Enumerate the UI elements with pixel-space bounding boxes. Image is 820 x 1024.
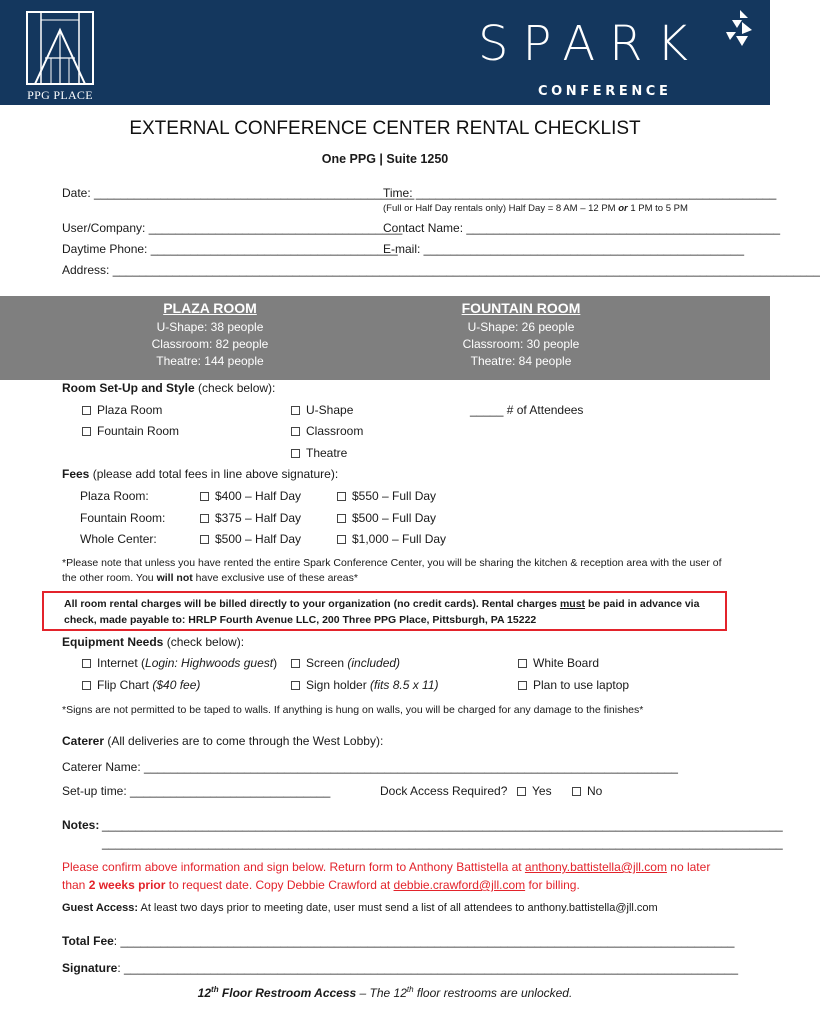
checkbox-icon[interactable] xyxy=(518,659,527,668)
checkbox-label: Flip Chart xyxy=(97,678,153,692)
guest-access-text: At least two days prior to meeting date, user must send a list of all attendees to anthony.battistella@jll.com xyxy=(138,902,658,914)
checkbox-label-italic: ($40 fee) xyxy=(152,678,201,692)
header-banner xyxy=(0,0,770,105)
setup-heading-rest: (check below): xyxy=(194,381,276,395)
plaza-room-info xyxy=(80,300,340,370)
equipment-heading-bold: Equipment Needs xyxy=(62,635,164,649)
ppg-place-label: PPG PLACE xyxy=(27,88,93,102)
checkbox-fountain-half-day[interactable] xyxy=(200,511,301,525)
total-fee-line[interactable]: : ____________________________________________________________________________________________ xyxy=(113,934,735,948)
checkbox-plaza-full-day[interactable] xyxy=(337,489,436,503)
checkbox-label-italic: Login: Highwoods guest xyxy=(145,656,274,670)
checkbox-label: Plaza Room xyxy=(97,403,163,417)
page-subtitle: One PPG | Suite 1250 xyxy=(321,152,449,166)
checkbox-icon[interactable] xyxy=(291,406,300,415)
spark-triangles-icon xyxy=(720,10,754,50)
fee-label: Fountain Room: xyxy=(80,511,166,525)
checkbox-label: $500 – Half Day xyxy=(215,532,302,546)
fee-label: Whole Center: xyxy=(80,532,157,546)
time-note-text: (Full or Half Day rentals only) Half Day = 8 AM – 12 PM xyxy=(383,203,619,214)
checkbox-dock-yes[interactable] xyxy=(517,784,552,798)
billing-alert-box xyxy=(42,591,727,631)
checkbox-icon[interactable] xyxy=(82,681,91,690)
checkbox-label: Fountain Room xyxy=(97,424,180,438)
setup-time-field[interactable]: Set-up time: ______________________________ xyxy=(62,784,331,798)
address-field[interactable]: Address: __________________________________________________________________________________________________________ xyxy=(62,263,820,277)
fountain-room-line: Classroom: 30 people xyxy=(462,337,580,351)
fees-heading-bold: Fees xyxy=(62,467,90,481)
fee-label: Plaza Room: xyxy=(80,489,149,503)
checkbox-icon[interactable] xyxy=(82,427,91,436)
caterer-name-field[interactable]: Caterer Name: ________________________________________________________________________________ xyxy=(62,760,678,774)
checkbox-icon[interactable] xyxy=(82,659,91,668)
confirm-text: no later than xyxy=(62,860,711,892)
dock-access-label: Dock Access Required? xyxy=(380,784,508,798)
checkbox-dock-no[interactable] xyxy=(572,784,602,798)
time-field[interactable]: Time: ______________________________________________________ xyxy=(383,186,777,200)
sharing-note xyxy=(62,556,722,586)
checkbox-icon[interactable] xyxy=(572,787,581,796)
checkbox-icon[interactable] xyxy=(200,492,209,501)
checkbox-label: $400 – Half Day xyxy=(215,489,302,503)
checkbox-icon[interactable] xyxy=(337,492,346,501)
checkbox-label: Classroom xyxy=(306,424,364,438)
total-fee-label: Total Fee xyxy=(62,934,114,948)
time-note-or: or xyxy=(618,203,628,214)
checkbox-fountain-room[interactable] xyxy=(82,424,179,438)
equipment-heading xyxy=(62,635,244,649)
time-note xyxy=(383,203,688,214)
checkbox-fountain-full-day[interactable] xyxy=(337,511,436,525)
checkbox-theatre[interactable] xyxy=(291,446,347,460)
fees-heading xyxy=(62,467,338,481)
checkbox-white-board[interactable] xyxy=(518,656,599,670)
setup-heading xyxy=(62,381,275,395)
checkbox-icon[interactable] xyxy=(200,514,209,523)
footer-bold: Floor Restroom Access xyxy=(218,986,357,1000)
checkbox-label: Screen xyxy=(306,656,348,670)
daytime-phone-field[interactable]: Daytime Phone: _____________________________________ xyxy=(62,242,398,256)
restroom-footer-note xyxy=(0,985,770,1000)
checkbox-label: $550 – Full Day xyxy=(352,489,437,503)
checkbox-label: Theatre xyxy=(306,446,348,460)
fountain-room-line: U-Shape: 26 people xyxy=(467,320,575,334)
footer-sup: th xyxy=(211,985,219,994)
confirm-bold: 2 weeks prior xyxy=(88,878,166,892)
caterer-heading xyxy=(62,734,383,748)
email-link-debbie[interactable]: debbie.crawford@jll.com xyxy=(393,878,526,892)
billing-must: must xyxy=(559,598,586,610)
checkbox-label-end: ) xyxy=(273,656,278,670)
signature-line[interactable]: : ____________________________________________________________________________________________ xyxy=(117,961,739,975)
checkbox-label: Plan to use laptop xyxy=(533,678,630,692)
total-fee-field[interactable] xyxy=(62,934,735,948)
setup-heading-bold: Room Set-Up and Style xyxy=(62,381,195,395)
room-capacity-band xyxy=(0,296,770,380)
ppg-place-logo xyxy=(25,10,95,100)
confirm-text-end: for billing. xyxy=(525,878,580,892)
checkbox-flip-chart[interactable] xyxy=(82,678,200,692)
email-link-anthony[interactable]: anthony.battistella@jll.com xyxy=(524,860,667,874)
sharing-note-text: *Please note that unless you have rented the entire Spark Conference Center, you will be sharing the kitchen & reception area with the user of the other room. You xyxy=(62,557,722,584)
guest-access-label: Guest Access: xyxy=(62,902,139,914)
checkbox-label-italic: (fits 8.5 x 11) xyxy=(370,678,439,692)
notes-line[interactable]: ______________________________________________________________________________________________________ xyxy=(102,818,783,832)
checkbox-screen[interactable] xyxy=(291,656,400,670)
email-field[interactable]: E-mail: ________________________________________________ xyxy=(383,242,745,256)
checkbox-label: Internet ( xyxy=(97,656,146,670)
confirm-text: to request date. Copy Debbie Crawford at xyxy=(165,878,394,892)
checkbox-plaza-half-day[interactable] xyxy=(200,489,301,503)
signature-label: Signature xyxy=(62,961,118,975)
checkbox-internet[interactable] xyxy=(82,656,277,670)
fountain-room-line: Theatre: 84 people xyxy=(470,354,572,368)
checkbox-icon[interactable] xyxy=(291,659,300,668)
fountain-room-title: FOUNTAIN ROOM xyxy=(461,300,581,316)
attendees-field[interactable]: _____ # of Attendees xyxy=(470,403,584,417)
billing-text-end: be paid in advance via check, made payable to: HRLP Fourth Avenue LLC, 200 Three PPG Place, Pittsburgh, PA 15222 xyxy=(64,598,700,626)
sharing-note-bold: will not xyxy=(156,572,193,584)
checkbox-label: U-Shape xyxy=(306,403,354,417)
billing-text: All room rental charges will be billed directly to your organization (no credit cards). Rental charges xyxy=(64,598,560,610)
checkbox-icon[interactable] xyxy=(337,535,346,544)
guest-access xyxy=(62,902,658,914)
checkbox-label: No xyxy=(587,784,603,798)
plaza-room-line: Classroom: 82 people xyxy=(151,337,269,351)
checkbox-whole-half-day[interactable] xyxy=(200,532,301,546)
user-company-field[interactable]: User/Company: ______________________________________ xyxy=(62,221,403,235)
checkbox-u-shape[interactable] xyxy=(291,403,353,417)
notes-label: Notes: xyxy=(62,818,100,832)
footer-text-end: floor restrooms are unlocked. xyxy=(413,986,573,1000)
plaza-room-title: PLAZA ROOM xyxy=(163,300,257,316)
checkbox-label: $1,000 – Full Day xyxy=(352,532,447,546)
checkbox-label: White Board xyxy=(533,656,600,670)
spark-brand-name: SPARK xyxy=(478,16,703,72)
equipment-heading-rest: (check below): xyxy=(163,635,245,649)
checkbox-laptop[interactable] xyxy=(518,678,629,692)
checkbox-icon[interactable] xyxy=(518,681,527,690)
checkbox-classroom[interactable] xyxy=(291,424,363,438)
fountain-room-info xyxy=(391,300,651,370)
checkbox-label: Sign holder xyxy=(306,678,371,692)
confirm-text: Please confirm above information and sign below. Return form to Anthony Battistella at xyxy=(62,860,525,874)
signature-field[interactable] xyxy=(62,961,739,975)
notes-line[interactable]: ______________________________________________________________________________________________________ xyxy=(102,836,783,850)
confirm-instructions xyxy=(62,858,722,894)
caterer-heading-rest: (All deliveries are to come through the West Lobby): xyxy=(104,734,384,748)
checkbox-icon[interactable] xyxy=(291,449,300,458)
checkbox-label-italic: (included) xyxy=(347,656,401,670)
checkbox-plaza-room[interactable] xyxy=(82,403,162,417)
footer-number: 12 xyxy=(197,986,212,1000)
caterer-heading-bold: Caterer xyxy=(62,734,105,748)
spark-brand-subtitle: CONFERENCE xyxy=(538,84,672,99)
contact-name-field[interactable]: Contact Name: _______________________________________________ xyxy=(383,221,781,235)
page-title: EXTERNAL CONFERENCE CENTER RENTAL CHECKLIST xyxy=(129,118,641,139)
checkbox-icon[interactable] xyxy=(200,535,209,544)
signs-note: *Signs are not permitted to be taped to walls. If anything is hung on walls, you will be charged for any damage to the finishes* xyxy=(62,704,644,716)
checkbox-icon[interactable] xyxy=(517,787,526,796)
plaza-room-line: U-Shape: 38 people xyxy=(156,320,264,334)
footer-text: – The 12 xyxy=(356,986,407,1000)
sharing-note-text-end: have exclusive use of these areas* xyxy=(192,572,358,584)
ppg-building-icon xyxy=(25,10,95,86)
time-note-text-end: 1 PM to 5 PM xyxy=(627,203,688,214)
checkbox-whole-full-day[interactable] xyxy=(337,532,446,546)
checkbox-icon[interactable] xyxy=(291,681,300,690)
plaza-room-line: Theatre: 144 people xyxy=(156,354,264,368)
checkbox-sign-holder[interactable] xyxy=(291,678,439,692)
date-field[interactable]: Date: ________________________________________________ xyxy=(62,186,415,200)
checkbox-icon[interactable] xyxy=(82,406,91,415)
footer-sup: th xyxy=(406,985,414,994)
fees-heading-rest: (please add total fees in line above signature): xyxy=(89,467,339,481)
checkbox-label: Yes xyxy=(532,784,552,798)
checkbox-icon[interactable] xyxy=(291,427,300,436)
checkbox-label: $375 – Half Day xyxy=(215,511,302,525)
checkbox-label: $500 – Full Day xyxy=(352,511,437,525)
checkbox-icon[interactable] xyxy=(337,514,346,523)
